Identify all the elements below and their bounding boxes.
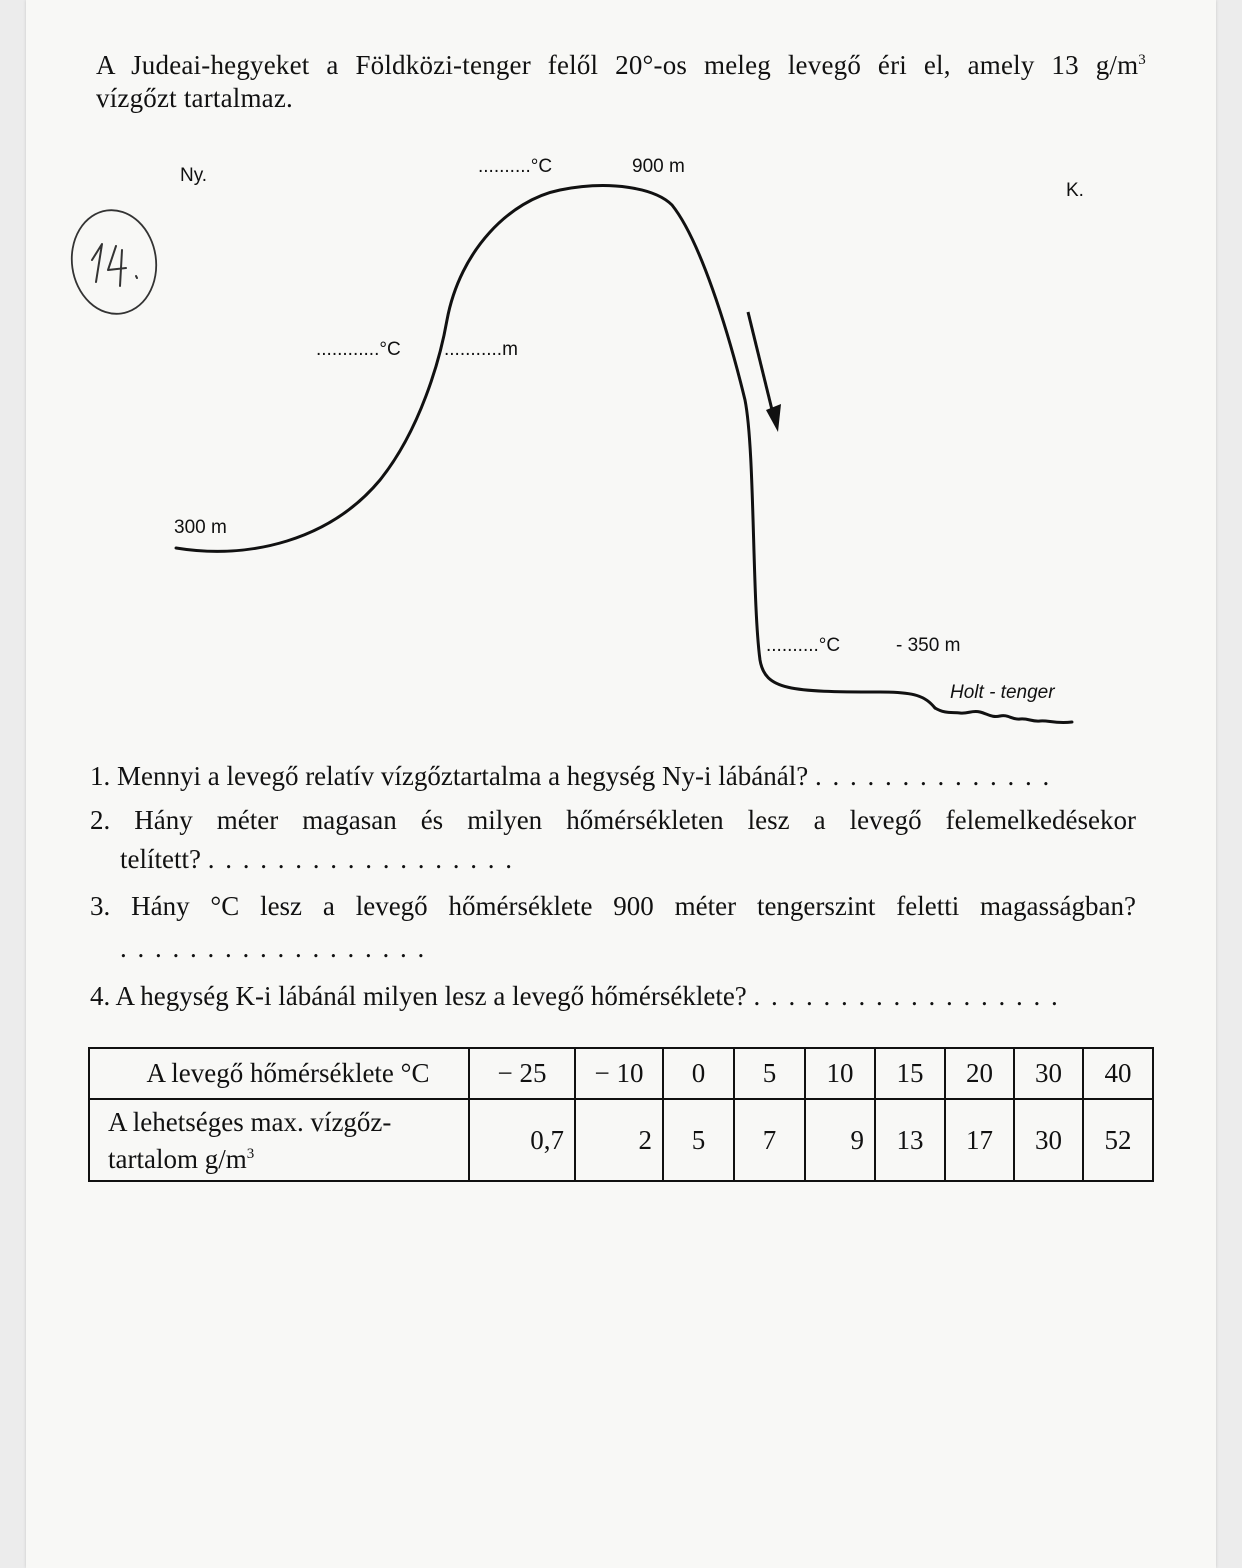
table-cell: 5 — [663, 1099, 734, 1181]
question-3: 3. Hány °C lesz a levegő hőmérséklete 900 méter tengerszint feletti magasságban? — [90, 891, 1136, 921]
table-cell: 5 — [734, 1048, 805, 1099]
handwritten-circle — [65, 205, 163, 320]
east-foot-height-label: - 350 m — [896, 635, 961, 656]
intro-line-2: vízgőzt tartalmaz. — [96, 83, 294, 113]
table-row-max-vapour — [89, 1099, 1153, 1181]
table-cell: 13 — [875, 1099, 945, 1181]
table-cell: 30 — [1014, 1048, 1083, 1099]
table-cell: 52 — [1083, 1099, 1153, 1181]
table-header-max-vapour: A lehetséges max. vízgőz- tartalom $g/m^3$ — [89, 1099, 469, 1181]
table-cell: − 10 — [575, 1048, 663, 1099]
summit-height-label: 900 m — [632, 156, 685, 177]
table-cell: 10 — [805, 1048, 875, 1099]
dead-sea-surface — [935, 708, 1072, 723]
west-foot-height-label: 300 m — [174, 517, 227, 538]
question-4: 4. A hegység K-i lábánál milyen lesz a levegő hőmérséklete? . . . . . . . . . . . . . . . . . . — [90, 981, 1060, 1011]
vapour-capacity-table — [88, 1047, 1154, 1182]
answer-blank-3[interactable]: . . . . . . . . . . . . . . . . . . — [120, 933, 427, 963]
table-cell: 9 — [805, 1099, 875, 1181]
saturation-temperature-blank: ............°C — [316, 339, 401, 360]
question-2-line-2: telített? . . . . . . . . . . . . . . . . . . — [120, 844, 514, 874]
table-header-temperature: A levegő hőmérséklete °C — [89, 1048, 469, 1099]
answer-blank-4[interactable]: . . . . . . . . . . . . . . . . . . — [753, 981, 1060, 1011]
dead-sea-label: Holt - tenger — [950, 682, 1055, 703]
table-row-temperature — [89, 1048, 1153, 1099]
summit-temperature-blank: ..........°C — [478, 156, 553, 177]
table-cell: 17 — [945, 1099, 1014, 1181]
table-cell: 2 — [575, 1099, 663, 1181]
mountain-cross-section-diagram — [0, 0, 1242, 760]
table-cell: 0,7 — [469, 1099, 575, 1181]
east-foot-temperature-blank: ..........°C — [766, 635, 841, 656]
intro-line-1: A Judeai-hegyeket a Földközi-tenger felől 20°-os meleg levegő éri el, amely 13 $g/m^3$ — [96, 50, 1146, 80]
table-cell: 20 — [945, 1048, 1014, 1099]
handwritten-number-14 — [92, 244, 137, 286]
answer-blank-2[interactable]: . . . . . . . . . . . . . . . . . . — [207, 844, 514, 874]
question-2-line-1: 2. Hány méter magasan és milyen hőmérsékleten lesz a levegő felemelkedésekor — [90, 805, 1136, 835]
label-west: Ny. — [180, 165, 208, 186]
table-cell: 0 — [663, 1048, 734, 1099]
table-cell: − 25 — [469, 1048, 575, 1099]
label-east: K. — [1066, 180, 1084, 201]
descent-arrow-shaft — [748, 312, 774, 418]
question-1: 1. Mennyi a levegő relatív vízgőztartalma a hegység Ny-i lábánál? . . . . . . . . . . . . . . — [90, 761, 1052, 791]
table-cell: 15 — [875, 1048, 945, 1099]
terrain-profile — [176, 186, 935, 708]
descent-arrowhead — [766, 404, 781, 432]
answer-blank-1[interactable]: . . . . . . . . . . . . . . — [814, 761, 1052, 791]
table-cell: 7 — [734, 1099, 805, 1181]
saturation-height-blank: ...........m — [444, 339, 518, 360]
table-cell: 30 — [1014, 1099, 1083, 1181]
table-cell: 40 — [1083, 1048, 1153, 1099]
